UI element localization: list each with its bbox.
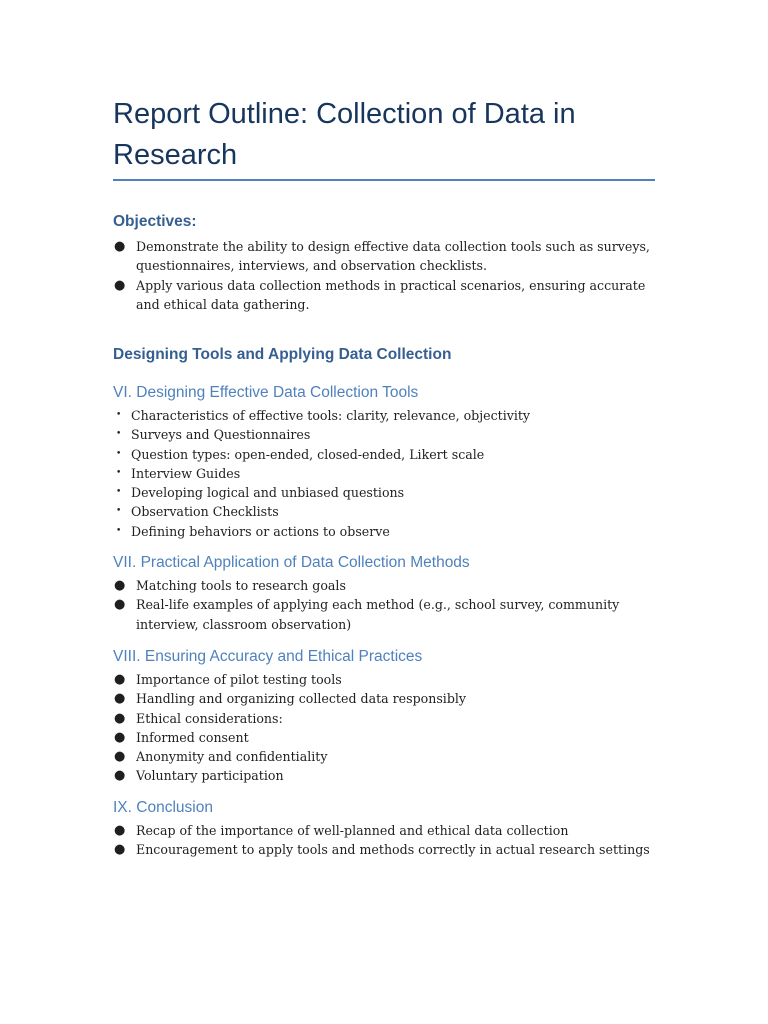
bullet-icon: ● <box>114 729 126 745</box>
section-heading-viii: VIII. Ensuring Accuracy and Ethical Practices <box>113 648 423 665</box>
bullet-icon: • <box>116 525 122 536</box>
list-item: • Observation Checklists <box>116 504 279 520</box>
bullet-icon: ● <box>114 672 126 687</box>
bullet-icon: • <box>116 487 122 498</box>
list-item: ● Handling and organizing collected data responsibly <box>114 691 467 707</box>
list-item: ● Informed consent <box>114 729 249 745</box>
bullet-icon: ● <box>114 277 126 293</box>
list-item: • Defining behaviors or actions to observe <box>116 523 390 539</box>
list-item: ● Recap of the importance of well-planned and ethical data collection <box>114 823 569 838</box>
bullet-icon: ● <box>114 710 126 726</box>
objectives-list <box>113 237 653 314</box>
list-item: ● Demonstrate the ability to design effective data collection tools such as surveys, questionnaires, interviews, and observation checklists. <box>114 239 650 274</box>
section-vi-list <box>113 406 653 541</box>
section-heading-vii: VII. Practical Application of Data Collection Methods <box>113 554 470 571</box>
section-heading-vi: VI. Designing Effective Data Collection Tools <box>113 384 419 401</box>
list-item: • Developing logical and unbiased questions <box>116 485 405 501</box>
section-heading-ix: IX. Conclusion <box>113 799 213 816</box>
list-item: ● Voluntary participation <box>114 768 284 784</box>
bullet-icon: ● <box>114 749 126 765</box>
section-ix-list <box>113 821 653 860</box>
list-item: • Interview Guides <box>116 465 241 481</box>
title-underline <box>113 179 655 181</box>
document-title: Report Outline: Collection of Data in Research <box>113 98 576 171</box>
bullet-icon: • <box>116 448 122 459</box>
list-item: ● Encouragement to apply tools and methods correctly in actual research settings <box>114 842 650 858</box>
list-item: • Surveys and Questionnaires <box>116 427 311 443</box>
bullet-icon: • <box>116 467 122 478</box>
bullet-icon: ● <box>114 691 126 707</box>
bullet-icon: ● <box>114 597 126 613</box>
list-item: ● Anonymity and confidentiality <box>114 749 328 765</box>
main-section-heading: Designing Tools and Applying Data Collection <box>113 346 452 363</box>
list-item: ● Apply various data collection methods in practical scenarios, ensuring accurate and ethical data gathering. <box>114 277 646 312</box>
bullet-icon: ● <box>114 768 126 784</box>
bullet-icon: ● <box>114 578 126 593</box>
list-item: ● Real-life examples of applying each method (e.g., school survey, community interview, classroom observation) <box>114 597 620 632</box>
bullet-icon: • <box>116 506 122 517</box>
objectives-heading: Objectives: <box>113 213 197 230</box>
list-item: ● Importance of pilot testing tools <box>114 672 342 687</box>
section-vii-list <box>113 576 653 634</box>
bullet-icon: ● <box>114 239 126 254</box>
bullet-icon: • <box>116 410 122 420</box>
list-item: • Characteristics of effective tools: clarity, relevance, objectivity <box>116 408 531 423</box>
list-item: ● Ethical considerations: <box>114 710 283 726</box>
bullet-icon: ● <box>114 842 126 858</box>
bullet-icon: ● <box>114 823 126 838</box>
section-viii-list <box>113 670 653 786</box>
list-item: • Question types: open-ended, closed-ended, Likert scale <box>116 446 485 462</box>
bullet-icon: • <box>116 429 122 440</box>
list-item: ● Matching tools to research goals <box>114 578 346 593</box>
